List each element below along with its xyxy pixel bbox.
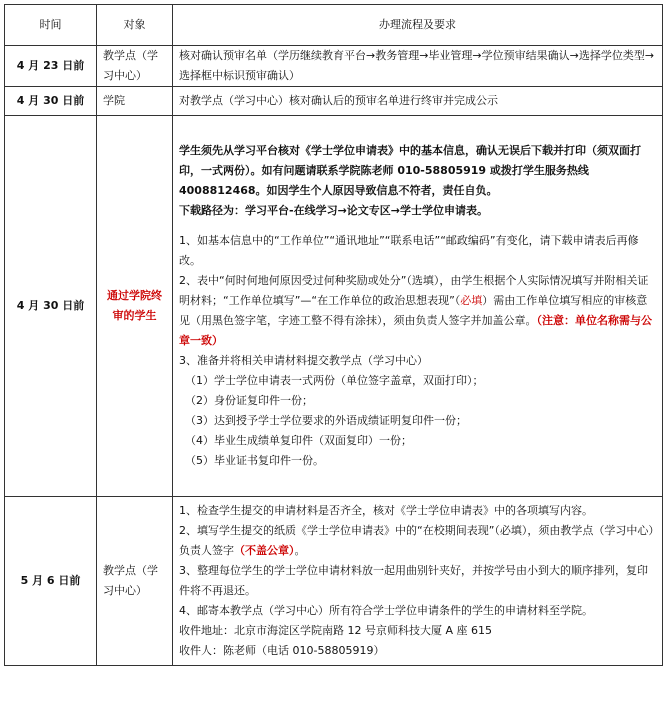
table-row: [5, 116, 663, 497]
item-2: 2、表中“何时何地何原因受过何种奖励或处分”（选填），由学生根据个人实际情况填写并附相关证明材料；“工作单位填写”—“在工作单位的政治思想表现”（必填）需由工作单位填写相应的审核意见（用黑色签字笔，字迹工整不得有涂抹），须由负责人签字并加盖公章。（注意：单位名称需与公章一致）: [179, 274, 652, 347]
no-seal-note: （不盖公章）: [234, 544, 295, 557]
header-process: 办理流程及要求: [173, 5, 663, 46]
row-time: 4 月 30 日前: [5, 116, 97, 497]
sub-item-1: （1）学士学位申请表一式两份（单位签字盖章，双面打印）；: [185, 374, 484, 387]
header-time: 时间: [5, 5, 97, 46]
item-3: 3、准备并将相关申请材料提交教学点（学习中心）: [179, 354, 428, 367]
sub-item-4: （4）毕业生成绩单复印件（双面复印）一份；: [185, 434, 412, 447]
sub-item-2: （2）身份证复印件一份；: [185, 394, 313, 407]
table-row: [5, 87, 663, 116]
sub-item-3: （3）达到授予学士学位要求的外语成绩证明复印件一份；: [185, 414, 467, 427]
sub-item-5: （5）毕业证书复印件一份。: [185, 454, 324, 467]
row-process: [173, 116, 663, 497]
download-path: 下载路径为：学习平台-在线学习→论文专区→学士学位申请表。: [179, 204, 488, 217]
row-process: 对教学点（学习中心）核对确认后的预审名单进行终审并完成公示: [173, 87, 663, 116]
item-1: 1、检查学生提交的申请材料是否齐全，核对《学士学位申请表》中的各项填写内容。: [179, 504, 593, 517]
recipient: 收件人：陈老师（电话 010-58805919）: [179, 644, 385, 657]
item-4: 4、邮寄本教学点（学习中心）所有符合学士学位申请条件的学生的申请材料至学院。: [179, 604, 593, 617]
bold-intro: 学生须先从学习平台核对《学士学位申请表》中的基本信息，确认无误后下载并打印（须双面打印，一式两份）。如有问题请联系学院陈老师 010-58805919 或拨打学生服务热线 4008812468。如因学生个人原因导致信息不符者，责任自负。: [179, 144, 641, 197]
schedule-table: [4, 4, 663, 666]
item-3: 3、整理每位学生的学士学位申请材料放一起用曲别针夹好，并按学号由小到大的顺序排列，复印件将不再退还。: [179, 564, 648, 597]
seal-note: （注意：单位名称需与公章一致）: [179, 314, 652, 347]
item-2: 2、填写学生提交的纸质《学士学位申请表》中的“在校期间表现”（必填），须由教学点（学习中心）负责人签字（不盖公章）。: [179, 524, 654, 557]
table-header-row: [5, 5, 663, 46]
item-1: 1、如基本信息中的“工作单位”“通讯地址”“联系电话”“邮政编码”有变化，请下载申请表后再修改。: [179, 234, 639, 267]
row-object: 通过学院终审的学生: [97, 116, 173, 497]
row-object: 教学点（学习中心）: [97, 46, 173, 87]
mailing-address: 收件地址：北京市海淀区学院南路 12 号京师科技大厦 A 座 615: [179, 624, 492, 637]
table-row: [5, 497, 663, 666]
row-time: 4 月 30 日前: [5, 87, 97, 116]
row-time: 5 月 6 日前: [5, 497, 97, 666]
required-marker: 必填: [460, 294, 483, 307]
row-process: 核对确认预审名单（学历继续教育平台→教务管理→毕业管理→学位预审结果确认→选择学位类型→选择框中标识预审确认）: [173, 46, 663, 87]
table-row: [5, 46, 663, 87]
header-object: 对象: [97, 5, 173, 46]
row-object: 教学点（学习中心）: [97, 497, 173, 666]
row-process: [173, 497, 663, 666]
row-time: 4 月 23 日前: [5, 46, 97, 87]
row-object: 学院: [97, 87, 173, 116]
